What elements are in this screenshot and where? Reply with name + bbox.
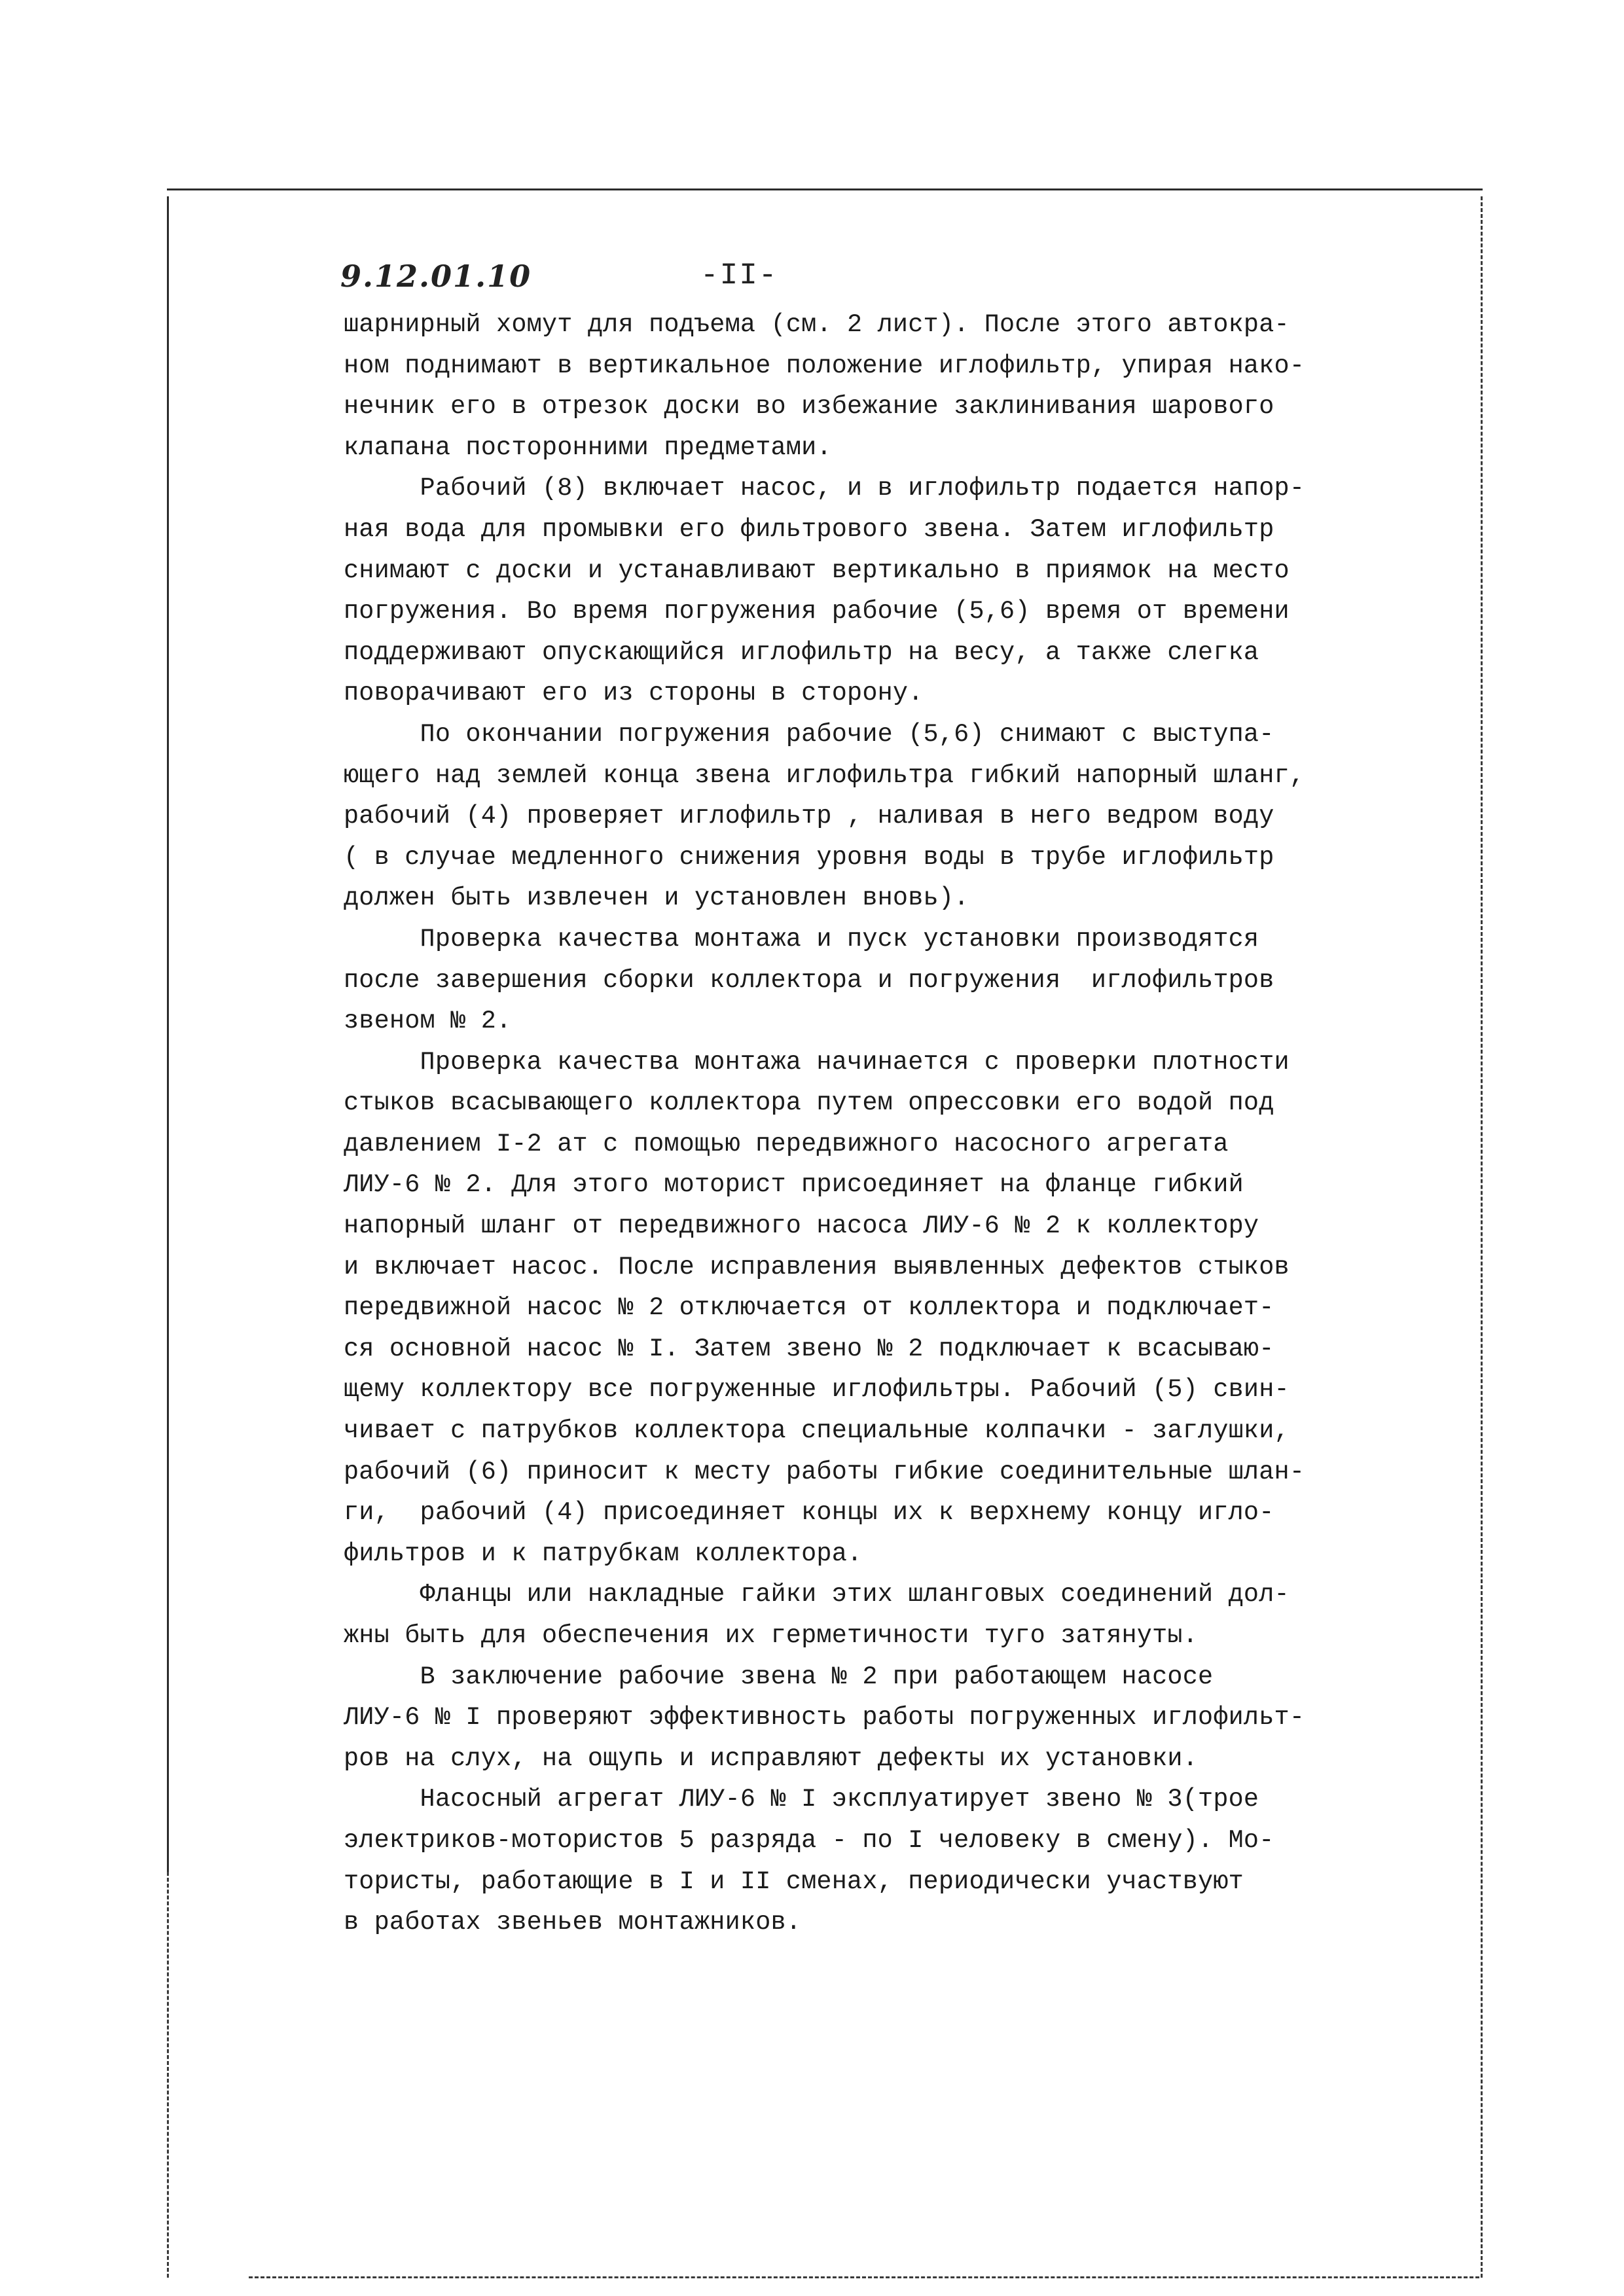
text-line: рабочий (4) проверяет иглофильтр , наливая в него ведром воду — [344, 802, 1274, 831]
text-line: Насосный агрегат ЛИУ-6 № I эксплуатирует звено № 3(трое — [344, 1785, 1259, 1814]
page-header — [340, 259, 1453, 311]
text-line: снимают с доски и устанавливают вертикально в приямок на место — [344, 556, 1290, 585]
text-line: напорный шланг от передвижного насоса ЛИУ-6 № 2 к коллектору — [344, 1211, 1259, 1241]
document-body — [344, 304, 1456, 1943]
text-line: давлением I-2 ат с помощью передвижного насосного агрегата — [344, 1129, 1229, 1158]
text-line: передвижной насос № 2 отключается от коллектора и подключает- — [344, 1293, 1274, 1323]
text-line: ( в случае медленного снижения уровня воды в трубе иглофильтр — [344, 842, 1274, 872]
text-line: ном поднимают в вертикальное положение иглофильтр, упирая нако- — [344, 351, 1305, 380]
paragraph — [344, 468, 1456, 714]
frame-right-border — [1481, 196, 1483, 2278]
text-line: ЛИУ-6 № 2. Для этого моторист присоединяет на фланце гибкий — [344, 1170, 1244, 1200]
text-line: ся основной насос № I. Затем звено № 2 подключает к всасываю- — [344, 1334, 1274, 1363]
text-line: щему коллектору все погруженные иглофильтры. Рабочий (5) свин- — [344, 1375, 1290, 1405]
text-line: электриков-мотористов 5 разряда - по I человеку в смену). Мо- — [344, 1825, 1274, 1855]
text-line: нечник его в отрезок доски во избежание заклинивания шарового — [344, 392, 1274, 422]
text-line: рабочий (6) приносит к месту работы гибкие соединительные шлан- — [344, 1457, 1305, 1486]
paragraph — [344, 919, 1456, 1042]
text-line: звеном № 2. — [344, 1007, 512, 1036]
document-code: 9.12.01.10 — [340, 259, 532, 294]
paragraph — [344, 1042, 1456, 1575]
page-number: -II- — [700, 259, 778, 293]
text-line: стыков всасывающего коллектора путем опрессовки его водой под — [344, 1088, 1274, 1118]
text-line: шарнирный хомут для подъема (см. 2 лист). После этого автокра- — [344, 310, 1290, 339]
text-line: По окончании погружения рабочие (5,6) снимают с выступа- — [344, 719, 1274, 749]
text-line: ЛИУ-6 № I проверяют эффективность работы погруженных иглофильт- — [344, 1703, 1305, 1732]
paragraph — [344, 1574, 1456, 1656]
text-line: жны быть для обеспечения их герметичности туго затянуты. — [344, 1621, 1199, 1650]
text-line: ров на слух, на ощупь и исправляют дефекты их установки. — [344, 1744, 1199, 1773]
text-line: В заключение рабочие звена № 2 при работающем насосе — [344, 1662, 1214, 1691]
frame-left-border — [167, 196, 169, 1872]
text-line: Рабочий (8) включает насос, и в иглофильтр подается напор- — [344, 474, 1305, 503]
paragraph — [344, 1657, 1456, 1780]
paragraph — [344, 1779, 1456, 1943]
text-line: поворачивают его из стороны в сторону. — [344, 679, 924, 708]
text-line: Фланцы или накладные гайки этих шланговых соединений дол- — [344, 1580, 1290, 1609]
frame-top-border — [167, 188, 1483, 190]
text-line: тористы, работающие в I и II сменах, периодически участвуют — [344, 1867, 1244, 1896]
paragraph — [344, 304, 1456, 468]
text-line: чивает с патрубков коллектора специальные колпачки - заглушки, — [344, 1416, 1290, 1446]
frame-bottom-border — [249, 2276, 1479, 2278]
text-line: поддерживают опускающийся иглофильтр на весу, а также слегка — [344, 637, 1259, 667]
text-line: погружения. Во время погружения рабочие (5,6) время от времени — [344, 597, 1290, 626]
text-line: ющего над землей конца звена иглофильтра гибкий напорный шланг, — [344, 761, 1305, 790]
text-line: ги, рабочий (4) присоединяет концы их к верхнему концу игло- — [344, 1498, 1274, 1528]
text-line: ная вода для промывки его фильтрового звена. Затем иглофильтр — [344, 514, 1274, 544]
text-line: клапана посторонними предметами. — [344, 433, 832, 462]
text-line: после завершения сборки коллектора и погружения иглофильтров — [344, 965, 1274, 995]
text-line: фильтров и к патрубкам коллектора. — [344, 1539, 863, 1568]
text-line: Проверка качества монтажа начинается с проверки плотности — [344, 1047, 1290, 1077]
paragraph — [344, 714, 1456, 919]
text-line: и включает насос. После исправления выявленных дефектов стыков — [344, 1252, 1290, 1282]
text-line: в работах звеньев монтажников. — [344, 1908, 802, 1937]
text-line: должен быть извлечен и установлен вновь). — [344, 884, 969, 913]
frame-left-border-lower — [167, 1872, 169, 2278]
text-line: Проверка качества монтажа и пуск установки производятся — [344, 924, 1259, 954]
